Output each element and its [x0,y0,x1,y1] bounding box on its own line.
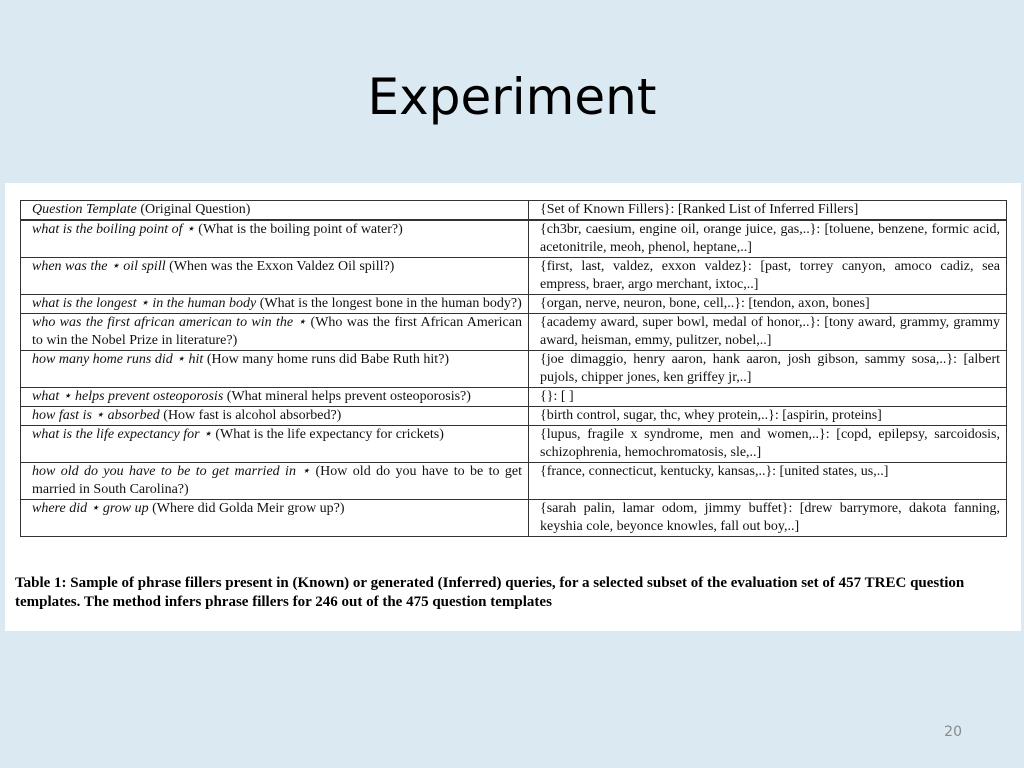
question-cell [21,500,529,537]
table-row [21,221,1007,258]
original-question: (How old do you have to be to get married in South Carolina?) [32,464,523,497]
question-cell [21,314,529,351]
question-template: how fast is ⋆ absorbed [32,408,160,423]
question-cell [21,258,529,295]
original-question: (Who was the first African American to win the Nobel Prize in literature?) [32,315,522,348]
table-caption: Table 1: Sample of phrase fillers present in (Known) or generated (Inferred) queries, for a selected subset of the evaluation set of 457 TREC question templates. The method infers phrase fillers for 246 out of the 475 question templates [15,575,965,610]
table-row [21,314,1007,351]
original-question: (When was the Exxon Valdez Oil spill?) [165,259,395,274]
question-template: what ⋆ helps prevent osteoporosis [32,389,224,404]
original-question: (What is the life expectancy for crickets) [211,427,444,442]
fillers-cell: {france, connecticut, kentucky, kansas,..}: [united states, us,..] [529,463,1007,500]
fillers-cell: {organ, nerve, neuron, bone, cell,..}: [tendon, axon, bones] [529,295,1007,314]
fillers-cell: {first, last, valdez, exxon valdez}: [past, torrey canyon, amoco cadiz, sea empress, braer, argo merchant, ixtoc,..] [529,258,1007,295]
original-question: (What is the longest bone in the human body?) [256,296,522,311]
question-template: where did ⋆ grow up [32,501,149,516]
original-question: (What is the boiling point of water?) [194,222,403,237]
original-question: (What mineral helps prevent osteoporosis?) [223,389,471,404]
fillers-table [20,200,1007,537]
question-cell [21,295,529,314]
question-template: who was the first african american to win the ⋆ [32,315,307,330]
original-question: (How many home runs did Babe Ruth hit?) [203,352,450,367]
question-cell [21,351,529,388]
table-row [21,500,1007,537]
question-template: what is the life expectancy for ⋆ [32,427,212,442]
table-row [21,407,1007,426]
page-number: 20 [944,724,962,740]
table-figure [5,183,1021,631]
question-cell [21,463,529,500]
question-template: what is the longest ⋆ in the human body [32,296,257,311]
question-template: how old do you have to be to get married in ⋆ [32,464,311,479]
fillers-cell: {lupus, fragile x syndrome, men and women,..}: [copd, epilepsy, sarcoidosis, schizophrenia, hemochromatosis, sle,..] [529,426,1007,463]
fillers-cell: {joe dimaggio, henry aaron, hank aaron, josh gibson, sammy sosa,..}: [albert pujols, chipper jones, ken griffey jr,..] [529,351,1007,388]
table-header-row [21,201,1007,220]
table-row [21,388,1007,407]
original-question: (Where did Golda Meir grow up?) [148,501,345,516]
table-row [21,426,1007,463]
original-question: (How fast is alcohol absorbed?) [159,408,342,423]
table-row [21,463,1007,500]
header-fillers-cell: {Set of Known Fillers}: [Ranked List of Inferred Fillers] [529,201,1007,220]
question-cell [21,426,529,463]
fillers-cell: {ch3br, caesium, engine oil, orange juice, gas,..}: [toluene, benzene, formic acid, acetonitrile, meoh, phenol, heptane,..] [529,221,1007,258]
question-template: when was the ⋆ oil spill [32,259,166,274]
question-template: what is the boiling point of ⋆ [32,222,195,237]
fillers-cell: {sarah palin, lamar odom, jimmy buffet}: [drew barrymore, dakota fanning, keyshia cole, beyonce knowles, fall out boy,..] [529,500,1007,537]
header-original-label: (Original Question) [136,202,251,217]
table-row [21,258,1007,295]
fillers-cell: {}: [ ] [529,388,1007,407]
question-cell [21,221,529,258]
fillers-cell: {academy award, super bowl, medal of honor,..}: [tony award, grammy, grammy award, heisman, emmy, pulitzer, nobel,..] [529,314,1007,351]
question-cell [21,407,529,426]
slide-title: Experiment [367,68,657,126]
table-row [21,351,1007,388]
header-template-cell [21,201,529,220]
question-cell [21,388,529,407]
header-template-label: Question Template [32,202,137,217]
fillers-cell: {birth control, sugar, thc, whey protein,..}: [aspirin, proteins] [529,407,1007,426]
table-row [21,295,1007,314]
question-template: how many home runs did ⋆ hit [32,352,204,367]
